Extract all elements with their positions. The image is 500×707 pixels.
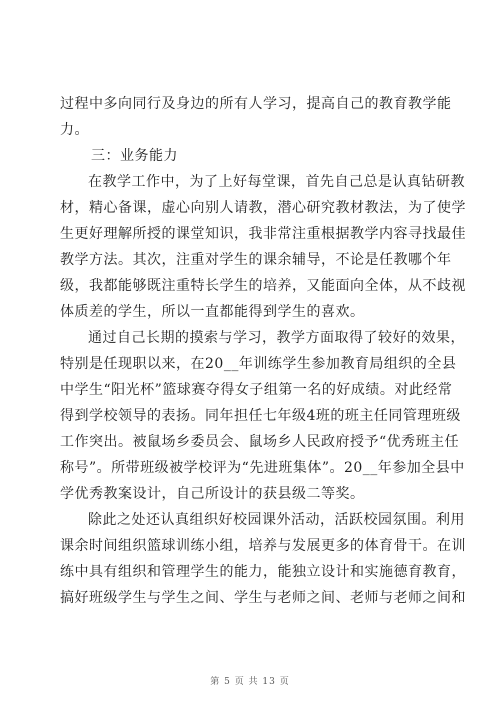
body-text-line: 教学方法。其次，注重对学生的课余辅导，不论是任教哪个年: [60, 252, 452, 268]
body-text-line: 学优秀教案设计，自己所设计的获县级二等奖。: [60, 486, 365, 502]
body-text-line: 力。: [60, 122, 89, 138]
body-text-line: 称号”。所带班级被学校评为“先进班集体”。20__年参加全县中: [60, 460, 465, 476]
page-number-footer: 第 5 页 共 13 页: [210, 677, 290, 687]
body-text-line: 体质差的学生，所以一直都能得到学生的喜欢。: [60, 304, 365, 320]
body-text-line: 材，精心备课，虚心向别人请教，潜心研究教材教法，为了使学: [60, 200, 466, 216]
body-text-line: 课余时间组织篮球训练小组，培养与发展更多的体育骨干。在训: [60, 538, 466, 554]
body-text-line: 得到学校领导的表扬。同年担任七年级4班的班主任同管理班级: [60, 408, 461, 424]
body-text-line: 过程中多向同行及身边的所有人学习，提高自己的教育教学能: [60, 96, 452, 112]
body-text-line: 在教学工作中，为了上好每堂课，首先自己总是认真钻研教: [88, 174, 465, 190]
body-text-line: 练中具有组织和管理学生的能力，能独立设计和实施德育教育，: [60, 564, 466, 580]
section-heading: 三：业务能力: [91, 148, 178, 164]
body-text-line: 级，我都能够既注重特长学生的培养，又能面向全体，从不歧视: [60, 278, 466, 294]
body-text-line: 搞好班级学生与学生之间、学生与老师之间、老师与老师之间和: [60, 590, 466, 606]
body-text-line: 生更好理解所授的课堂知识，我非常注重根据教学内容寻找最佳: [60, 226, 466, 242]
body-text-line: 工作突出。被鼠场乡委员会、鼠场乡人民政府授予“优秀班主任: [60, 434, 460, 450]
body-text-line: 特别是任现职以来，在20__年训练学生参加教育局组织的全县: [60, 356, 457, 372]
body-text-line: 中学生“阳光杯”篮球赛夺得女子组第一名的好成绩。对此经常: [60, 382, 453, 398]
body-text-line: 通过自己长期的摸索与学习，教学方面取得了较好的效果，: [88, 330, 465, 346]
body-text-line: 除此之处还认真组织好校园课外活动，活跃校园氛围。利用: [88, 512, 465, 528]
